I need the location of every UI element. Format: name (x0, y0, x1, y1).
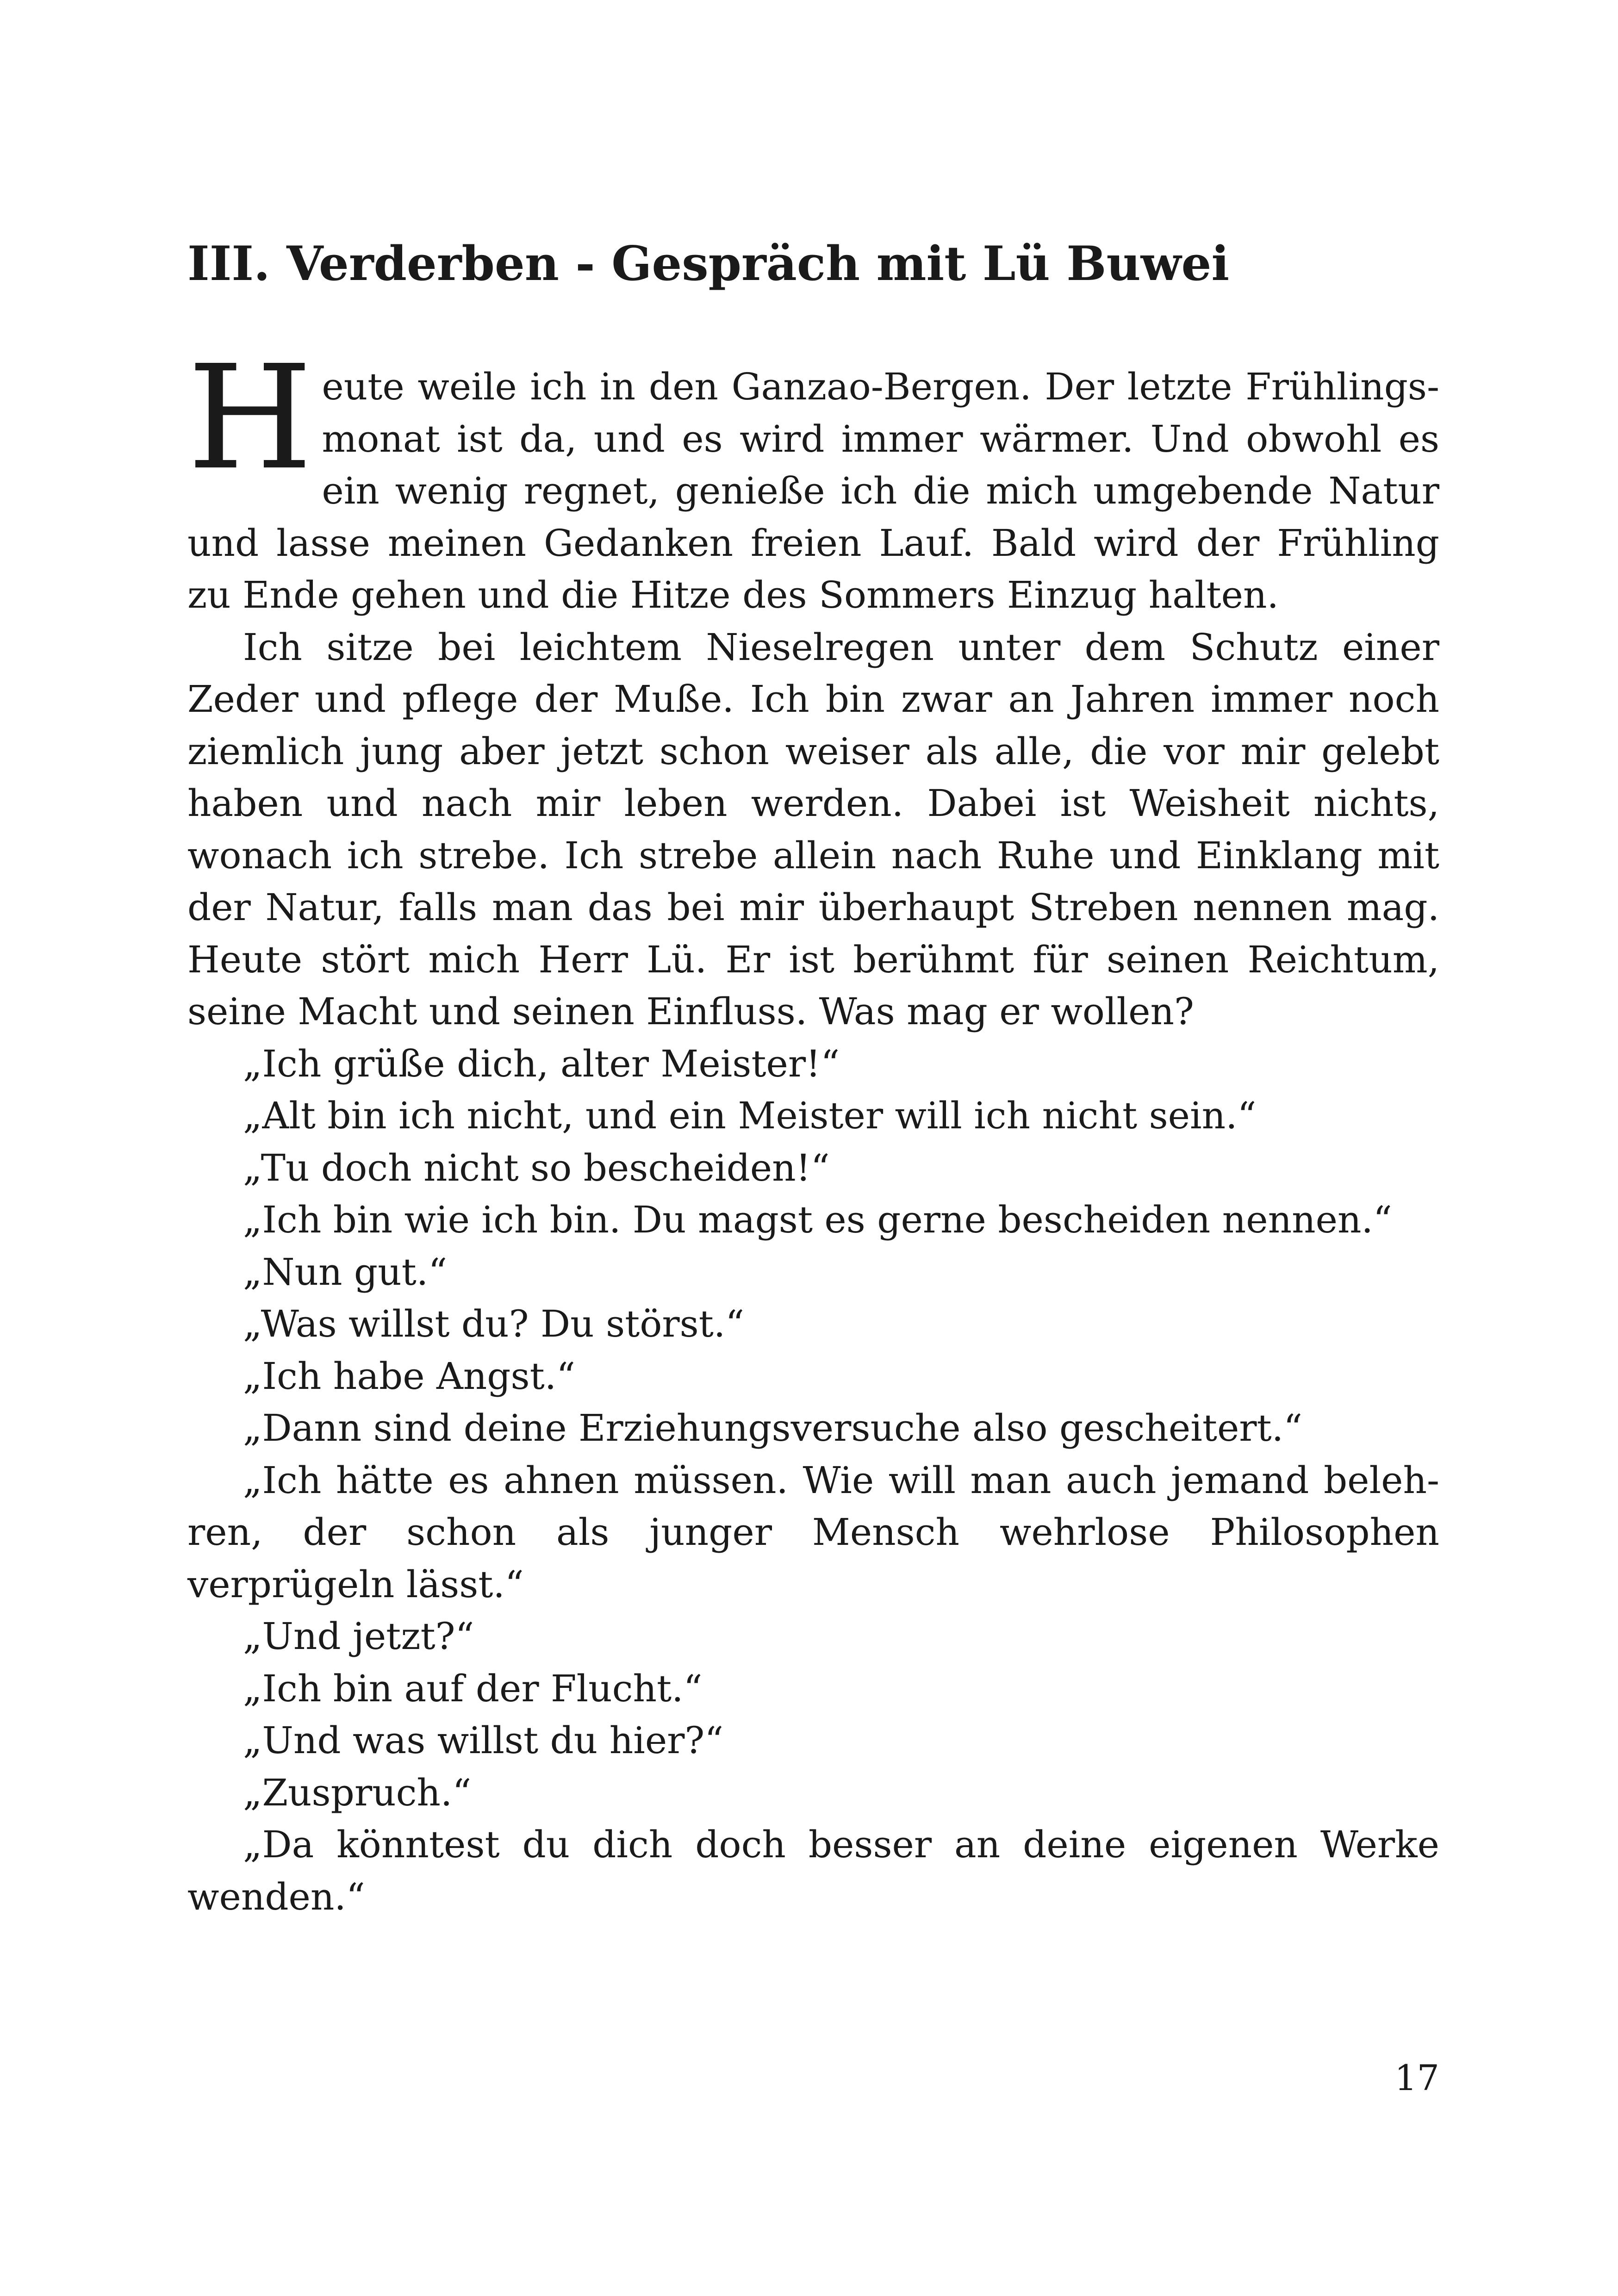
dialogue-line: „Zuspruch.“ (243, 1771, 472, 1814)
dialogue-line: „Da könntest du dich doch besser an deine eigenen Werke wenden.“ (187, 1823, 1439, 1918)
chapter-title: III. Verderben - Gespräch mit Lü Buwei (187, 236, 1230, 292)
dialogue-line: „Ich hätte es ahnen müssen. Wie will man auch jemand belehren, der schon als junger Mensch wehrlose Philosophen verprügeln lässt.“ (187, 1458, 1439, 1606)
dialogue-line: „Ich habe Angst.“ (243, 1354, 576, 1398)
drop-cap: H (187, 335, 313, 502)
first-paragraph (187, 335, 1439, 622)
dialogue-line: „Tu doch nicht so bescheiden!“ (243, 1146, 830, 1189)
dialogue-line: „Dann sind deine Erziehungsversuche also gescheitert.“ (243, 1406, 1303, 1450)
dialogue-line: „Nun gut.“ (243, 1250, 448, 1294)
dialogue-line: „Ich grüße dich, alter Meister!“ (243, 1042, 840, 1085)
page-number: 17 (1394, 2057, 1439, 2098)
dialogue-line: „Alt bin ich nicht, und ein Meister will ich nicht sein.“ (243, 1094, 1257, 1137)
body-text (187, 335, 1439, 1923)
dialogue-line: „Ich bin auf der Flucht.“ (243, 1667, 703, 1710)
dialogue-line: „Ich bin wie ich bin. Du magst es gerne bescheiden nennen.“ (243, 1198, 1392, 1241)
dialogue-line: „Was willst du? Du störst.“ (243, 1302, 745, 1345)
dialogue-line: „Und was willst du hier?“ (243, 1719, 724, 1762)
paragraph: Ich sitze bei leichtem Nieselregen unter dem Schutz einer Zeder und pflege der Muße. Ich bin zwar an Jahren immer noch ziemlich jung aber jetzt schon weiser als alle, die vor mir gelebt haben und nach mir leben werden. Dabei ist Weisheit nichts, wonach ich strebe. Ich strebe allein nach Ruhe und Einklang mit der Natur, falls man das bei mir überhaupt Streben nennen mag. Heute stört mich Herr Lü. Er ist berühmt für seinen Reichtum, seine Macht und seinen Einfluss. Was mag er wollen? (187, 625, 1439, 1033)
dialogue-line: „Und jetzt?“ (243, 1615, 474, 1658)
first-paragraph-text: eute weile ich in den Ganzao-Bergen. Der letzte Frühlingsmonat ist da, und es wird immer wärmer. Und obwohl es ein wenig regnet, genieße ich die mich umgebende Natur und lasse meinen Gedanken freien Lauf. Bald wird der Frühling zu Ende gehen und die Hitze des Sommers Einzug halten. (187, 365, 1439, 616)
